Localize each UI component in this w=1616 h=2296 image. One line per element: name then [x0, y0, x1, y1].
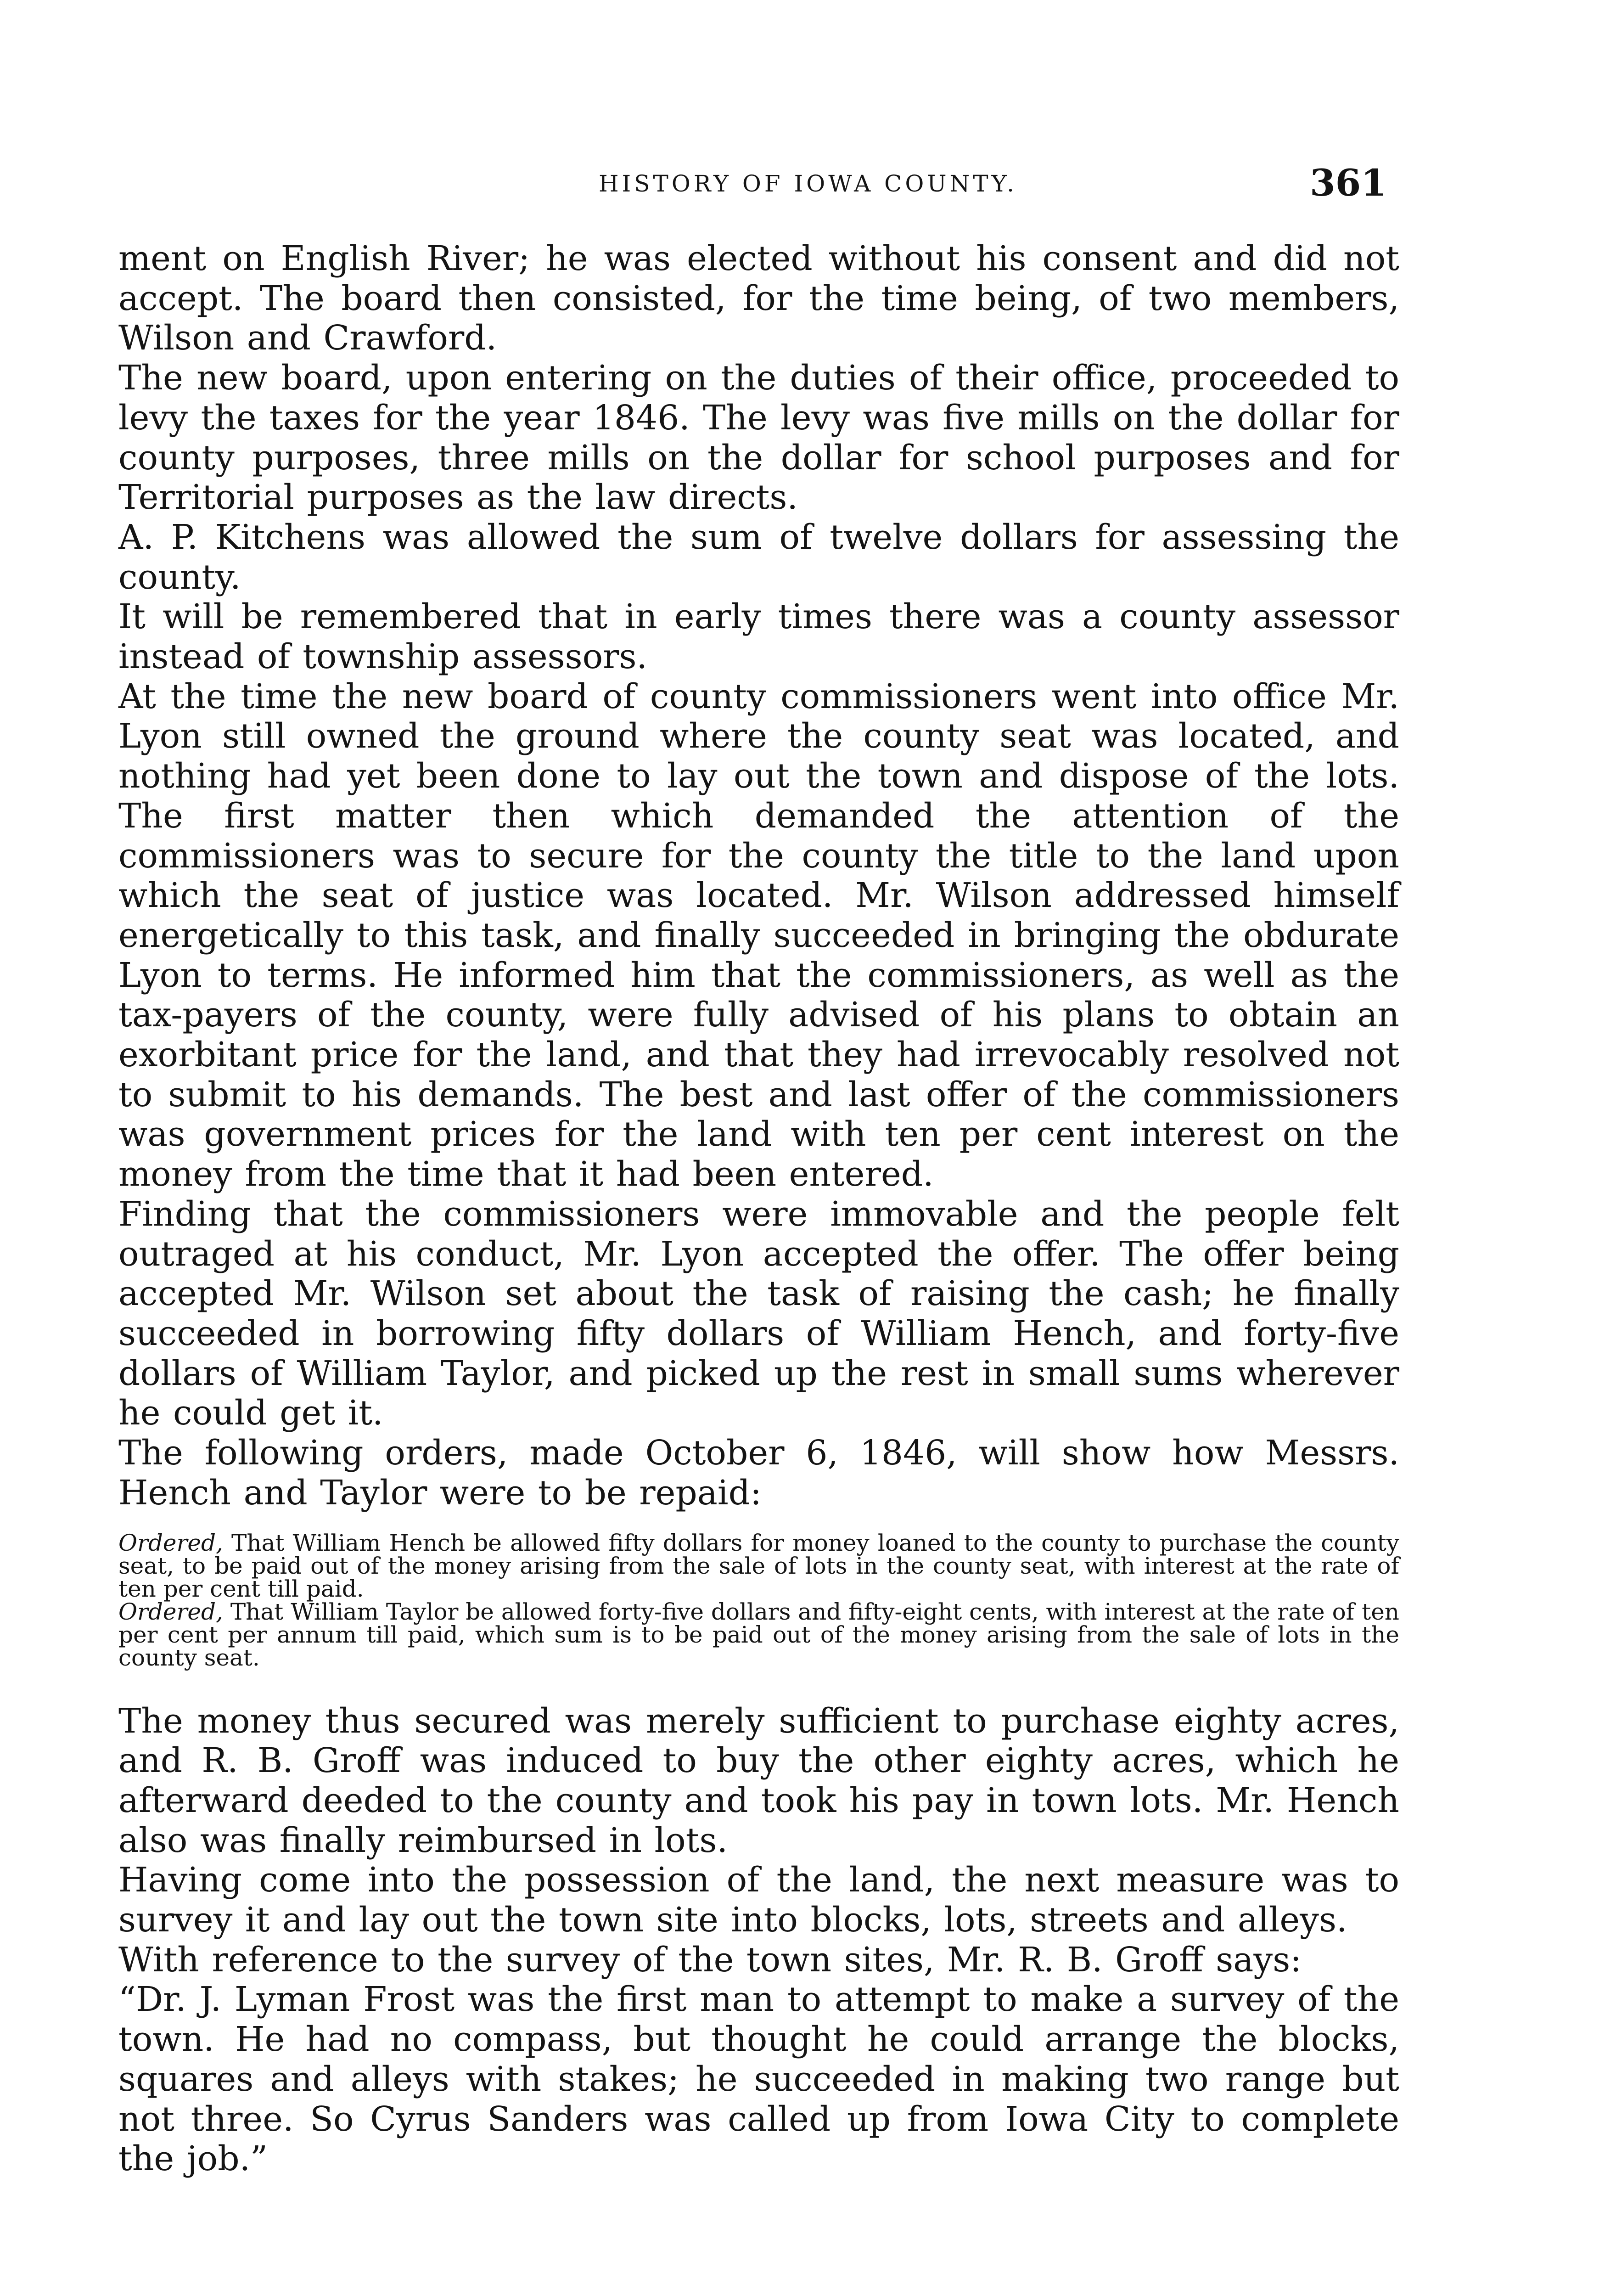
- paragraph: “Dr. J. Lyman Frost was the first man to attempt to make a survey of the town. He had no compass, but thought he could arrange the blocks, squares and alleys with stakes; he succeeded in making two range but not three. So Cyrus Sanders was called up from Iowa City to complete the job.”: [118, 1980, 1399, 2179]
- paragraph: The following orders, made October 6, 1846, will show how Messrs. Hench and Taylor were to be repaid:: [118, 1433, 1399, 1513]
- running-head: HISTORY OF IOWA COUNTY.: [598, 170, 1018, 197]
- order-lead: Ordered,: [118, 1529, 223, 1556]
- paragraph: With reference to the survey of the town sites, Mr. R. B. Groff says:: [118, 1940, 1302, 1980]
- page-number: 361: [1310, 161, 1386, 204]
- order-lead: Ordered,: [118, 1598, 223, 1625]
- order-text: That William Taylor be allowed forty-five dollars and fifty-eight cents, with interest at the rate of ten per cent per annum till paid, which sum is to be paid out of the money arising from the sale of lots in the county seat.: [118, 1598, 1399, 1671]
- paragraph: The new board, upon entering on the duties of their office, proceeded to levy the taxes for the year 1846. The levy was five mills on the dollar for county purposes, three mills on the dollar for school purposes and for Territorial purposes as the law directs.: [118, 358, 1399, 518]
- paragraph: At the time the new board of county commissioners went into office Mr. Lyon still owned the ground where the county seat was located, and nothing had yet been done to lay out the town and dispose of the lots. The first matter then which demanded the attention of the commissioners was to secure for the county the title to the land upon which the seat of justice was located. Mr. Wilson addressed himself energetically to this task, and finally succeeded in bringing the obdurate Lyon to terms. He informed him that the commissioners, as well as the tax-payers of the county, were fully advised of his plans to obtain an exorbitant price for the land, and that they had irrevocably resolved not to submit to his demands. The best and last offer of the commissioners was government prices for the land with ten per cent interest on the money from the time that it had been entered.: [118, 676, 1399, 1194]
- orders-block: [118, 1531, 1399, 1669]
- page-body: [118, 239, 1399, 2179]
- paragraph: Having come into the possession of the land, the next measure was to survey it and lay out the town site into blocks, lots, streets and alleys.: [118, 1860, 1399, 1940]
- paragraph: It will be remembered that in early times there was a county assessor instead of township assessors.: [118, 597, 1399, 677]
- paragraph: Finding that the commissioners were immovable and the people felt outraged at his conduct, Mr. Lyon accepted the offer. The offer being accepted Mr. Wilson set about the task of raising the cash; he finally succeeded in borrowing fifty dollars of William Hench, and forty-five dollars of William Taylor, and picked up the rest in small sums wherever he could get it.: [118, 1194, 1399, 1433]
- paragraph: A. P. Kitchens was allowed the sum of twelve dollars for assessing the county.: [118, 517, 1399, 597]
- paragraph: ment on English River; he was elected without his consent and did not accept. The board then consisted, for the time being, of two members, Wilson and Crawford.: [118, 239, 1399, 358]
- page-header: [0, 161, 1616, 211]
- order-text: That William Hench be allowed fifty dollars for money loaned to the county to purchase the county seat, to be paid out of the money arising from the sale of lots in the county seat, with interest at the rate of ten per cent till paid.: [118, 1529, 1399, 1602]
- order-entry: [118, 1600, 1399, 1669]
- paragraph: The money thus secured was merely sufficient to purchase eighty acres, and R. B. Groff was induced to buy the other eighty acres, which he afterward deeded to the county and took his pay in town lots. Mr. Hench also was finally reimbursed in lots.: [118, 1701, 1399, 1860]
- order-entry: [118, 1531, 1399, 1600]
